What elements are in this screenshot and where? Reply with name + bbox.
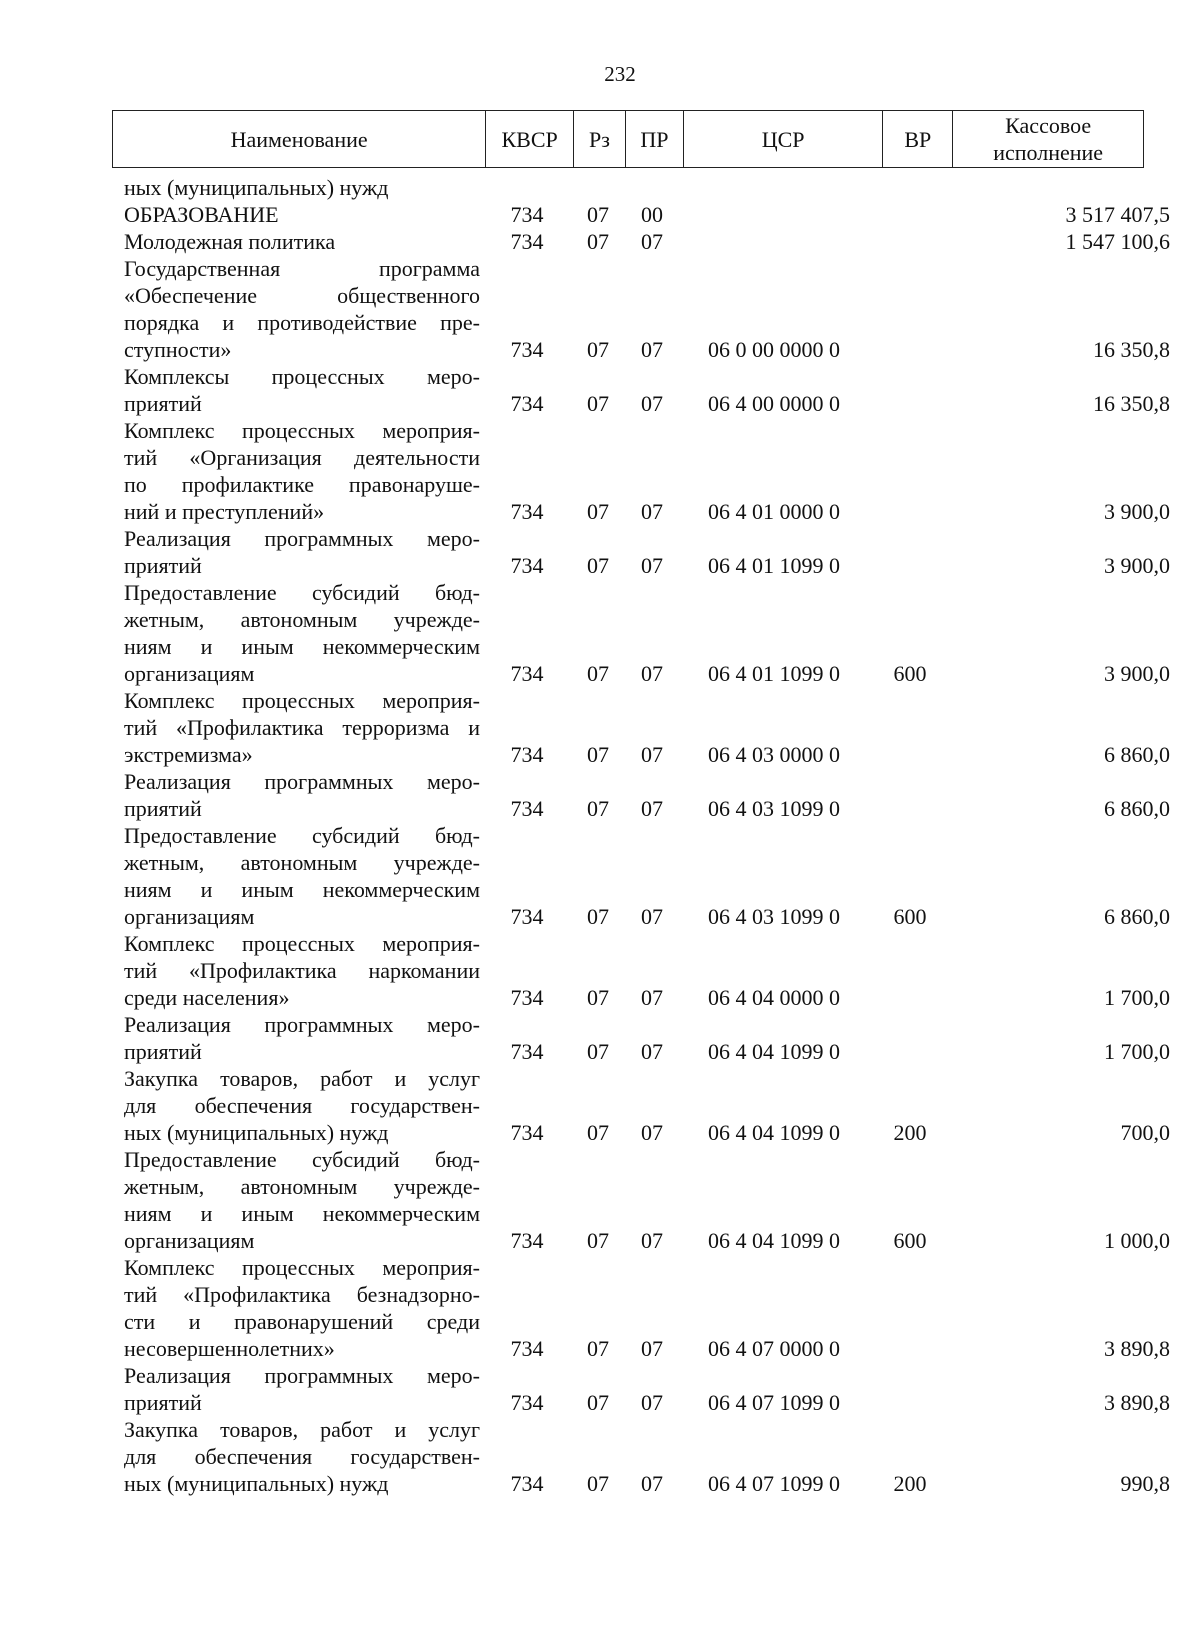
- row-rz: 07: [587, 1039, 609, 1064]
- row-name-line: Комплекс процессных мероприя-: [124, 418, 480, 443]
- row-kvsr: 734: [510, 1120, 544, 1145]
- row-name-line: Комплекс процессных мероприя-: [124, 688, 480, 713]
- row-name-line: ОБРАЗОВАНИЕ: [124, 202, 279, 227]
- row-pr: 07: [641, 1039, 663, 1064]
- row-sum: 6 860,0: [1104, 742, 1170, 767]
- row-rz: 07: [587, 499, 609, 524]
- row-name-line: приятий: [124, 1390, 202, 1415]
- row-name-line: по профилактике правонаруше-: [124, 472, 480, 497]
- row-pr: 07: [641, 337, 663, 362]
- row-pr: 07: [641, 553, 663, 578]
- row-pr: 07: [641, 661, 663, 686]
- row-name-line: «Обеспечение общественного: [124, 283, 480, 308]
- row-name-line: ных (муниципальных) нужд: [124, 1120, 389, 1145]
- row-name-line: организациям: [124, 1228, 255, 1253]
- row-name-line: Реализация программных меро-: [124, 1363, 480, 1388]
- table-header: [112, 110, 1144, 168]
- row-rz: 07: [587, 904, 609, 929]
- row-name: [124, 201, 480, 228]
- header-rz: Рз: [574, 111, 626, 167]
- row-name: [124, 1146, 480, 1254]
- row-name-line: ниям и иным некоммерческим: [124, 634, 480, 659]
- row-sum: 3 900,0: [1104, 499, 1170, 524]
- row-csr: 06 4 04 1099 0: [708, 1039, 840, 1064]
- row-name-line: ных (муниципальных) нужд: [124, 1471, 389, 1496]
- row-name-line: Реализация программных меро-: [124, 769, 480, 794]
- row-csr: 06 4 01 0000 0: [708, 499, 840, 524]
- row-sum: 1 700,0: [1104, 985, 1170, 1010]
- row-name: [124, 579, 480, 687]
- row-name-line: для обеспечения государствен-: [124, 1444, 480, 1469]
- table-row: [0, 1254, 1200, 1362]
- row-sum: 1 700,0: [1104, 1039, 1170, 1064]
- row-pr: 07: [641, 1471, 663, 1496]
- row-rz: 07: [587, 337, 609, 362]
- row-kvsr: 734: [510, 229, 544, 254]
- row-pr: 07: [641, 904, 663, 929]
- row-vr: 600: [893, 1228, 927, 1253]
- row-name-line: Молодежная политика: [124, 229, 336, 254]
- header-vr: ВР: [883, 111, 953, 167]
- row-name-line: Предоставление субсидий бюд-: [124, 823, 480, 848]
- row-pr: 07: [641, 796, 663, 821]
- header-pr: ПР: [626, 111, 684, 167]
- row-kvsr: 734: [510, 553, 544, 578]
- row-vr: 600: [893, 661, 927, 686]
- row-name-line: организациям: [124, 661, 255, 686]
- row-name: [124, 1362, 480, 1416]
- table-row: [0, 255, 1200, 363]
- row-name-line: приятий: [124, 1039, 202, 1064]
- row-rz: 07: [587, 661, 609, 686]
- row-kvsr: 734: [510, 661, 544, 686]
- row-rz: 07: [587, 553, 609, 578]
- header-name: Наименование: [113, 111, 486, 167]
- row-sum: 3 890,8: [1104, 1390, 1170, 1415]
- row-name-line: приятий: [124, 391, 202, 416]
- row-vr: 600: [893, 904, 927, 929]
- row-vr: 200: [893, 1120, 927, 1145]
- row-kvsr: 734: [510, 985, 544, 1010]
- table-row: [0, 228, 1200, 255]
- table-row: [0, 363, 1200, 417]
- row-name: [124, 1065, 480, 1146]
- row-kvsr: 734: [510, 499, 544, 524]
- row-kvsr: 734: [510, 1471, 544, 1496]
- row-pr: 07: [641, 391, 663, 416]
- row-name: [124, 525, 480, 579]
- row-name-line: организациям: [124, 904, 255, 929]
- table-body: [0, 174, 1200, 1497]
- row-sum: 700,0: [1120, 1120, 1170, 1145]
- row-csr: 06 4 01 1099 0: [708, 661, 840, 686]
- row-rz: 07: [587, 1471, 609, 1496]
- row-pr: 07: [641, 1336, 663, 1361]
- table-row: [0, 1146, 1200, 1254]
- row-sum: 6 860,0: [1104, 904, 1170, 929]
- row-name-line: Государственная программа: [124, 256, 480, 281]
- row-kvsr: 734: [510, 202, 544, 227]
- row-kvsr: 734: [510, 742, 544, 767]
- row-pr: 07: [641, 742, 663, 767]
- row-name: [124, 822, 480, 930]
- row-name-line: Комплекс процессных мероприя-: [124, 931, 480, 956]
- row-csr: 06 4 04 1099 0: [708, 1228, 840, 1253]
- row-name-line: среди населения»: [124, 985, 290, 1010]
- row-rz: 07: [587, 985, 609, 1010]
- row-name: [124, 228, 480, 255]
- row-kvsr: 734: [510, 337, 544, 362]
- table-row: [0, 579, 1200, 687]
- row-name-line: Комплекс процессных мероприя-: [124, 1255, 480, 1280]
- row-name: [124, 363, 480, 417]
- table-row: [0, 822, 1200, 930]
- row-csr: 06 4 03 0000 0: [708, 742, 840, 767]
- row-name: [124, 930, 480, 1011]
- row-rz: 07: [587, 1120, 609, 1145]
- row-csr: 06 4 03 1099 0: [708, 796, 840, 821]
- row-sum: 1 547 100,6: [1065, 229, 1170, 254]
- row-sum: 990,8: [1120, 1471, 1170, 1496]
- row-name-line: ниям и иным некоммерческим: [124, 1201, 480, 1226]
- row-name: [124, 768, 480, 822]
- row-csr: 06 4 04 1099 0: [708, 1120, 840, 1145]
- row-rz: 07: [587, 391, 609, 416]
- row-csr: 06 4 00 0000 0: [708, 391, 840, 416]
- row-name-line: Предоставление субсидий бюд-: [124, 580, 480, 605]
- row-vr: 200: [893, 1471, 927, 1496]
- row-kvsr: 734: [510, 1336, 544, 1361]
- row-pr: 07: [641, 229, 663, 254]
- row-pr: 00: [641, 202, 663, 227]
- row-kvsr: 734: [510, 904, 544, 929]
- row-name-line: жетным, автономным учрежде-: [124, 850, 480, 875]
- table-row: [0, 525, 1200, 579]
- row-name-line: ний и преступлений»: [124, 499, 325, 524]
- row-rz: 07: [587, 1228, 609, 1253]
- row-name-line: тий «Профилактика наркомании: [124, 958, 480, 983]
- row-name: [124, 687, 480, 768]
- row-name-line: Закупка товаров, работ и услуг: [124, 1417, 480, 1442]
- row-rz: 07: [587, 229, 609, 254]
- row-csr: 06 4 03 1099 0: [708, 904, 840, 929]
- row-pr: 07: [641, 985, 663, 1010]
- table-row: [0, 201, 1200, 228]
- row-pr: 07: [641, 1390, 663, 1415]
- row-name-line: экстремизма»: [124, 742, 253, 767]
- row-rz: 07: [587, 742, 609, 767]
- row-name-line: Закупка товаров, работ и услуг: [124, 1066, 480, 1091]
- row-pr: 07: [641, 1228, 663, 1253]
- row-pr: 07: [641, 499, 663, 524]
- row-name-line: ниям и иным некоммерческим: [124, 877, 480, 902]
- table-row: [0, 174, 1200, 201]
- row-csr: 06 4 07 0000 0: [708, 1336, 840, 1361]
- row-csr: 06 4 01 1099 0: [708, 553, 840, 578]
- row-name-line: ных (муниципальных) нужд: [124, 175, 389, 200]
- row-name-line: Реализация программных меро-: [124, 526, 480, 551]
- row-name-line: несовершеннолетних»: [124, 1336, 335, 1361]
- row-kvsr: 734: [510, 391, 544, 416]
- row-rz: 07: [587, 202, 609, 227]
- row-kvsr: 734: [510, 1039, 544, 1064]
- row-sum: 6 860,0: [1104, 796, 1170, 821]
- row-name-line: тий «Профилактика безнадзорно-: [124, 1282, 480, 1307]
- table-row: [0, 1362, 1200, 1416]
- row-csr: 06 4 07 1099 0: [708, 1471, 840, 1496]
- table-row: [0, 1011, 1200, 1065]
- row-name: [124, 1254, 480, 1362]
- row-name-line: приятий: [124, 796, 202, 821]
- row-name-line: тий «Профилактика терроризма и: [124, 715, 480, 740]
- table-row: [0, 930, 1200, 1011]
- row-rz: 07: [587, 1336, 609, 1361]
- row-sum: 16 350,8: [1093, 391, 1170, 416]
- row-name-line: приятий: [124, 553, 202, 578]
- header-csr: ЦСР: [684, 111, 884, 167]
- row-name-line: Предоставление субсидий бюд-: [124, 1147, 480, 1172]
- row-name-line: для обеспечения государствен-: [124, 1093, 480, 1118]
- row-pr: 07: [641, 1120, 663, 1145]
- row-name-line: жетным, автономным учрежде-: [124, 607, 480, 632]
- row-rz: 07: [587, 796, 609, 821]
- row-sum: 3 900,0: [1104, 553, 1170, 578]
- page-number: 232: [604, 62, 636, 86]
- row-rz: 07: [587, 1390, 609, 1415]
- table-row: [0, 1416, 1200, 1497]
- row-csr: 06 4 07 1099 0: [708, 1390, 840, 1415]
- row-name-line: тий «Организация деятельности: [124, 445, 480, 470]
- row-name: [124, 255, 480, 363]
- row-sum: 3 900,0: [1104, 661, 1170, 686]
- row-sum: 1 000,0: [1104, 1228, 1170, 1253]
- row-csr: 06 4 04 0000 0: [708, 985, 840, 1010]
- table-row: [0, 417, 1200, 525]
- header-kvsr: КВСР: [486, 111, 574, 167]
- row-kvsr: 734: [510, 1390, 544, 1415]
- table-row: [0, 768, 1200, 822]
- row-kvsr: 734: [510, 1228, 544, 1253]
- header-sum: Кассовое исполнение: [993, 113, 1104, 165]
- row-name: [124, 417, 480, 525]
- row-sum: 3 517 407,5: [1065, 202, 1170, 227]
- row-name: [124, 1416, 480, 1497]
- row-name-line: ступности»: [124, 337, 232, 362]
- row-kvsr: 734: [510, 796, 544, 821]
- row-name: [124, 174, 480, 201]
- row-name-line: Реализация программных меро-: [124, 1012, 480, 1037]
- row-name-line: Комплексы процессных меро-: [124, 364, 480, 389]
- table-row: [0, 687, 1200, 768]
- row-name: [124, 1011, 480, 1065]
- row-name-line: порядка и противодействие пре-: [124, 310, 480, 335]
- row-csr: 06 0 00 0000 0: [708, 337, 840, 362]
- row-sum: 16 350,8: [1093, 337, 1170, 362]
- table-row: [0, 1065, 1200, 1146]
- row-name-line: жетным, автономным учрежде-: [124, 1174, 480, 1199]
- row-sum: 3 890,8: [1104, 1336, 1170, 1361]
- row-name-line: сти и правонарушений среди: [124, 1309, 480, 1334]
